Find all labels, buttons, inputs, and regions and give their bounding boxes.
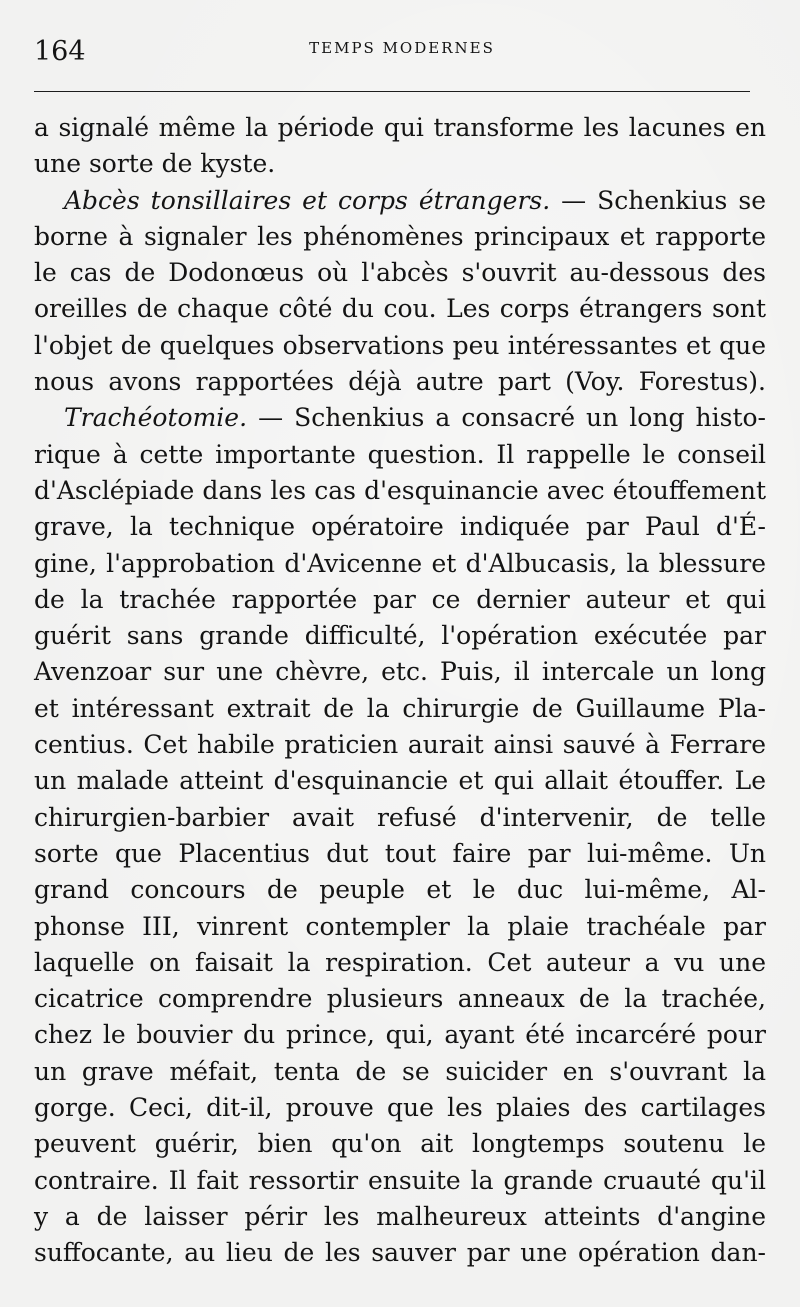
text-line: y a de laisser périr les malheureux atteints d'angine: [34, 1201, 766, 1231]
text-line: cicatrice comprendre plusieurs anneaux de la trachée,: [34, 984, 766, 1014]
text-line: d'Asclépiade dans les cas d'esquinancie avec étouffement: [34, 475, 766, 505]
section-heading-tracheotomie: Trachéotomie.: [64, 403, 248, 433]
text-line: chirurgien-barbier avait refusé d'intervenir, de telle: [34, 802, 766, 832]
text-run: — Schenkius a consacré un long histo-: [247, 403, 766, 433]
running-title: TEMPS MODERNES: [309, 39, 495, 57]
text-line: oreilles de chaque côté du cou. Les corps étrangers sont: [34, 294, 766, 324]
text-line: rique à cette importante question. Il rappelle le conseil: [34, 439, 766, 469]
body-text: [34, 110, 766, 1272]
text-line: gorge. Ceci, dit-il, prouve que les plaies des cartilages: [34, 1093, 766, 1123]
text-line: et intéressant extrait de la chirurgie de Guillaume Pla-: [34, 693, 766, 723]
text-line: phonse III, vinrent contempler la plaie trachéale par: [34, 911, 766, 941]
text-line: grand concours de peuple et le duc lui-même, Al-: [34, 875, 766, 905]
page-number: 164: [34, 36, 86, 67]
text-line: centius. Cet habile praticien aurait ainsi sauvé à Ferrare: [34, 730, 766, 760]
text-line: laquelle on faisait la respiration. Cet auteur a vu une: [34, 947, 766, 977]
text-line: Avenzoar sur une chèvre, etc. Puis, il intercale un long: [34, 657, 766, 687]
text-run: — Schenkius se: [550, 185, 766, 215]
text-line: [34, 183, 766, 219]
text-line: peuvent guérir, bien qu'on ait longtemps soutenu le: [34, 1129, 766, 1159]
text-line: gine, l'approbation d'Avicenne et d'Albucasis, la blessure: [34, 548, 766, 578]
text-line: nous avons rapportées déjà autre part (Voy. Forestus).: [34, 367, 766, 397]
text-line: grave, la technique opératoire indiquée par Paul d'É-: [34, 512, 766, 542]
text-line: [34, 400, 766, 436]
text-line: sorte que Placentius dut tout faire par lui-même. Un: [34, 838, 766, 868]
header-rule: [34, 91, 750, 92]
text-line: de la trachée rapportée par ce dernier auteur et qui: [34, 584, 766, 614]
text-line: une sorte de kyste.: [34, 149, 276, 179]
text-line: borne à signaler les phénomènes principaux et rapporte: [34, 221, 766, 251]
text-line: l'objet de quelques observations peu intéressantes et que: [34, 330, 766, 360]
text-line: un grave méfait, tenta de se suicider en s'ouvrant la: [34, 1056, 766, 1086]
text-line: le cas de Dodonœus où l'abcès s'ouvrit au-dessous des: [34, 258, 766, 288]
text-line: un malade atteint d'esquinancie et qui allait étouffer. Le: [34, 766, 766, 796]
text-line: a signalé même la période qui transforme les lacunes en: [34, 113, 766, 142]
text-line: contraire. Il fait ressortir ensuite la grande cruauté qu'il: [34, 1165, 766, 1195]
text-line: chez le bouvier du prince, qui, ayant été incarcéré pour: [34, 1020, 766, 1050]
text-line: suffocante, au lieu de les sauver par une opération dan-: [34, 1238, 766, 1268]
section-heading-abces: Abcès tonsillaires et corps étrangers.: [64, 185, 551, 215]
page-header: [34, 36, 750, 76]
text-line: guérit sans grande difficulté, l'opération exécutée par: [34, 621, 766, 651]
